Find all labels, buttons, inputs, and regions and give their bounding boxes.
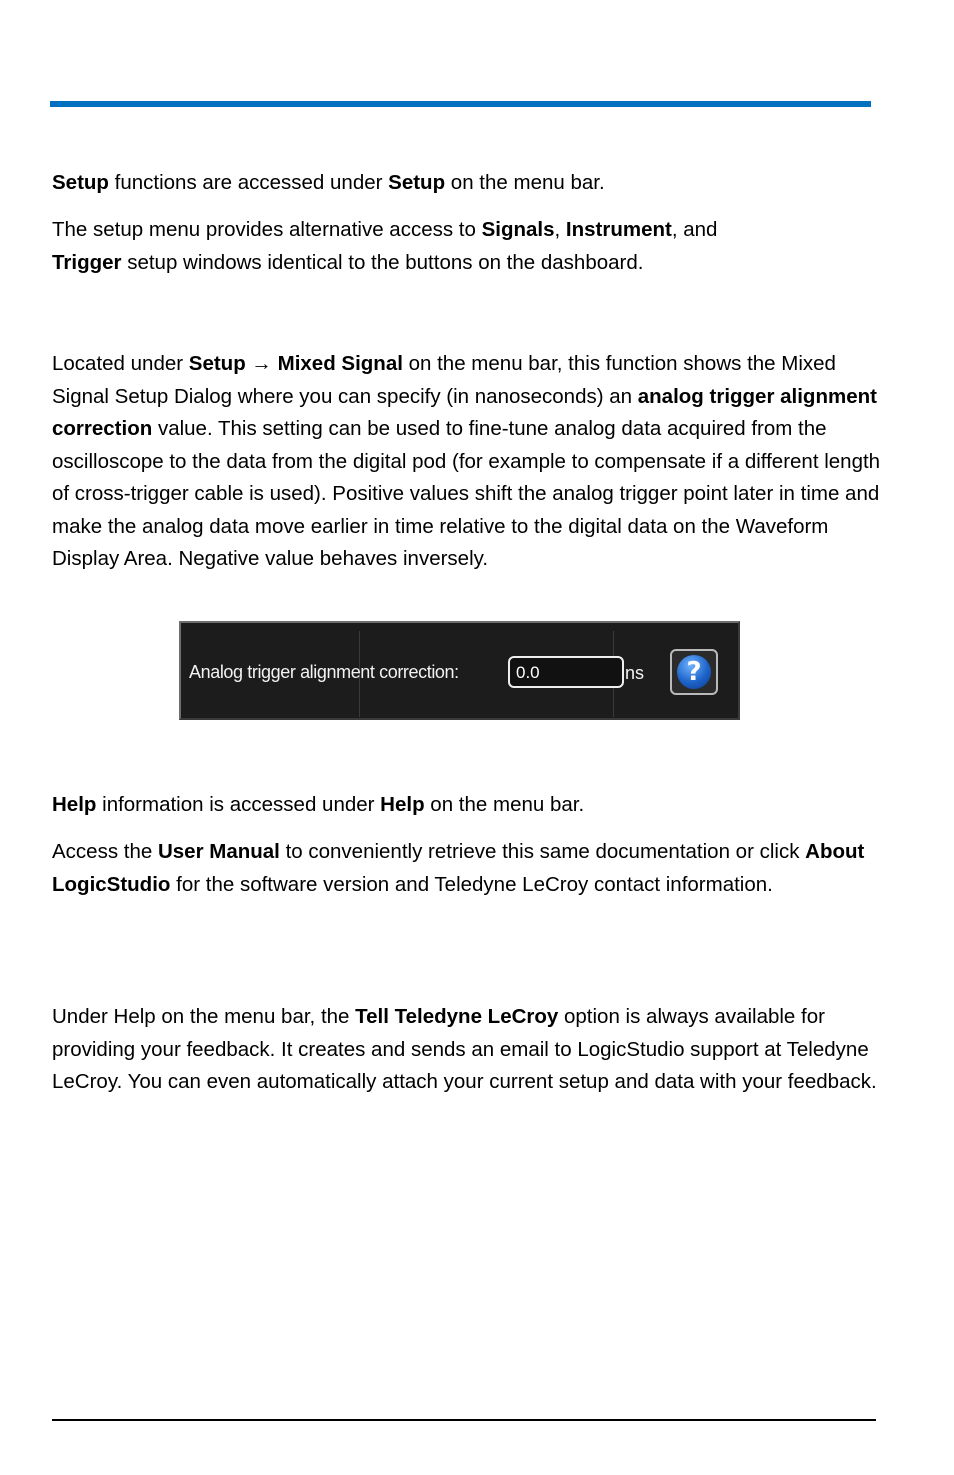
alignment-correction-input[interactable] — [508, 656, 624, 688]
question-icon: ? — [677, 655, 711, 689]
setup-menu-paragraph: The setup menu provides alternative access to Signals, Instrument, and Trigger setup windows identical to the buttons on the dashboard. — [52, 218, 718, 274]
mixed-signal-setup-dialog — [179, 621, 740, 720]
user-manual-paragraph: Access the User Manual to conveniently retrieve this same documentation or click About LogicStudio for the software version and Teledyne LeCroy contact information. — [52, 840, 865, 896]
footer-rule — [52, 1419, 876, 1421]
mixed-signal-paragraph: Located under Setup → Mixed Signal on the menu bar, this function shows the Mixed Signal Setup Dialog where you can specify (in nanoseconds) an analog trigger alignment correction value. This setting can be used to fine-tune analog data acquired from the oscilloscope to the data from the digital pod (for example to compensate if a different length of cross-trigger cable is used). Positive values shift the analog trigger point later in time and make the analog data move earlier in time relative to the digital data on the Waveform Display Area. Negative value behaves inversely. — [52, 352, 881, 570]
help-intro-paragraph: Help information is accessed under Help on the menu bar. — [52, 793, 585, 816]
alignment-correction-label: Analog trigger alignment correction: — [189, 662, 459, 682]
unit-label: ns — [625, 663, 645, 683]
header-rule — [50, 101, 871, 107]
feedback-paragraph: Under Help on the menu bar, the Tell Teledyne LeCroy option is always available for providing your feedback. It creates and sends an email to LogicStudio support at Teledyne LeCroy. You can even automatically attach your current setup and data with your feedback. — [52, 1005, 877, 1093]
help-button[interactable] — [670, 649, 718, 695]
setup-intro-paragraph: Setup functions are accessed under Setup on the menu bar. — [52, 171, 605, 194]
